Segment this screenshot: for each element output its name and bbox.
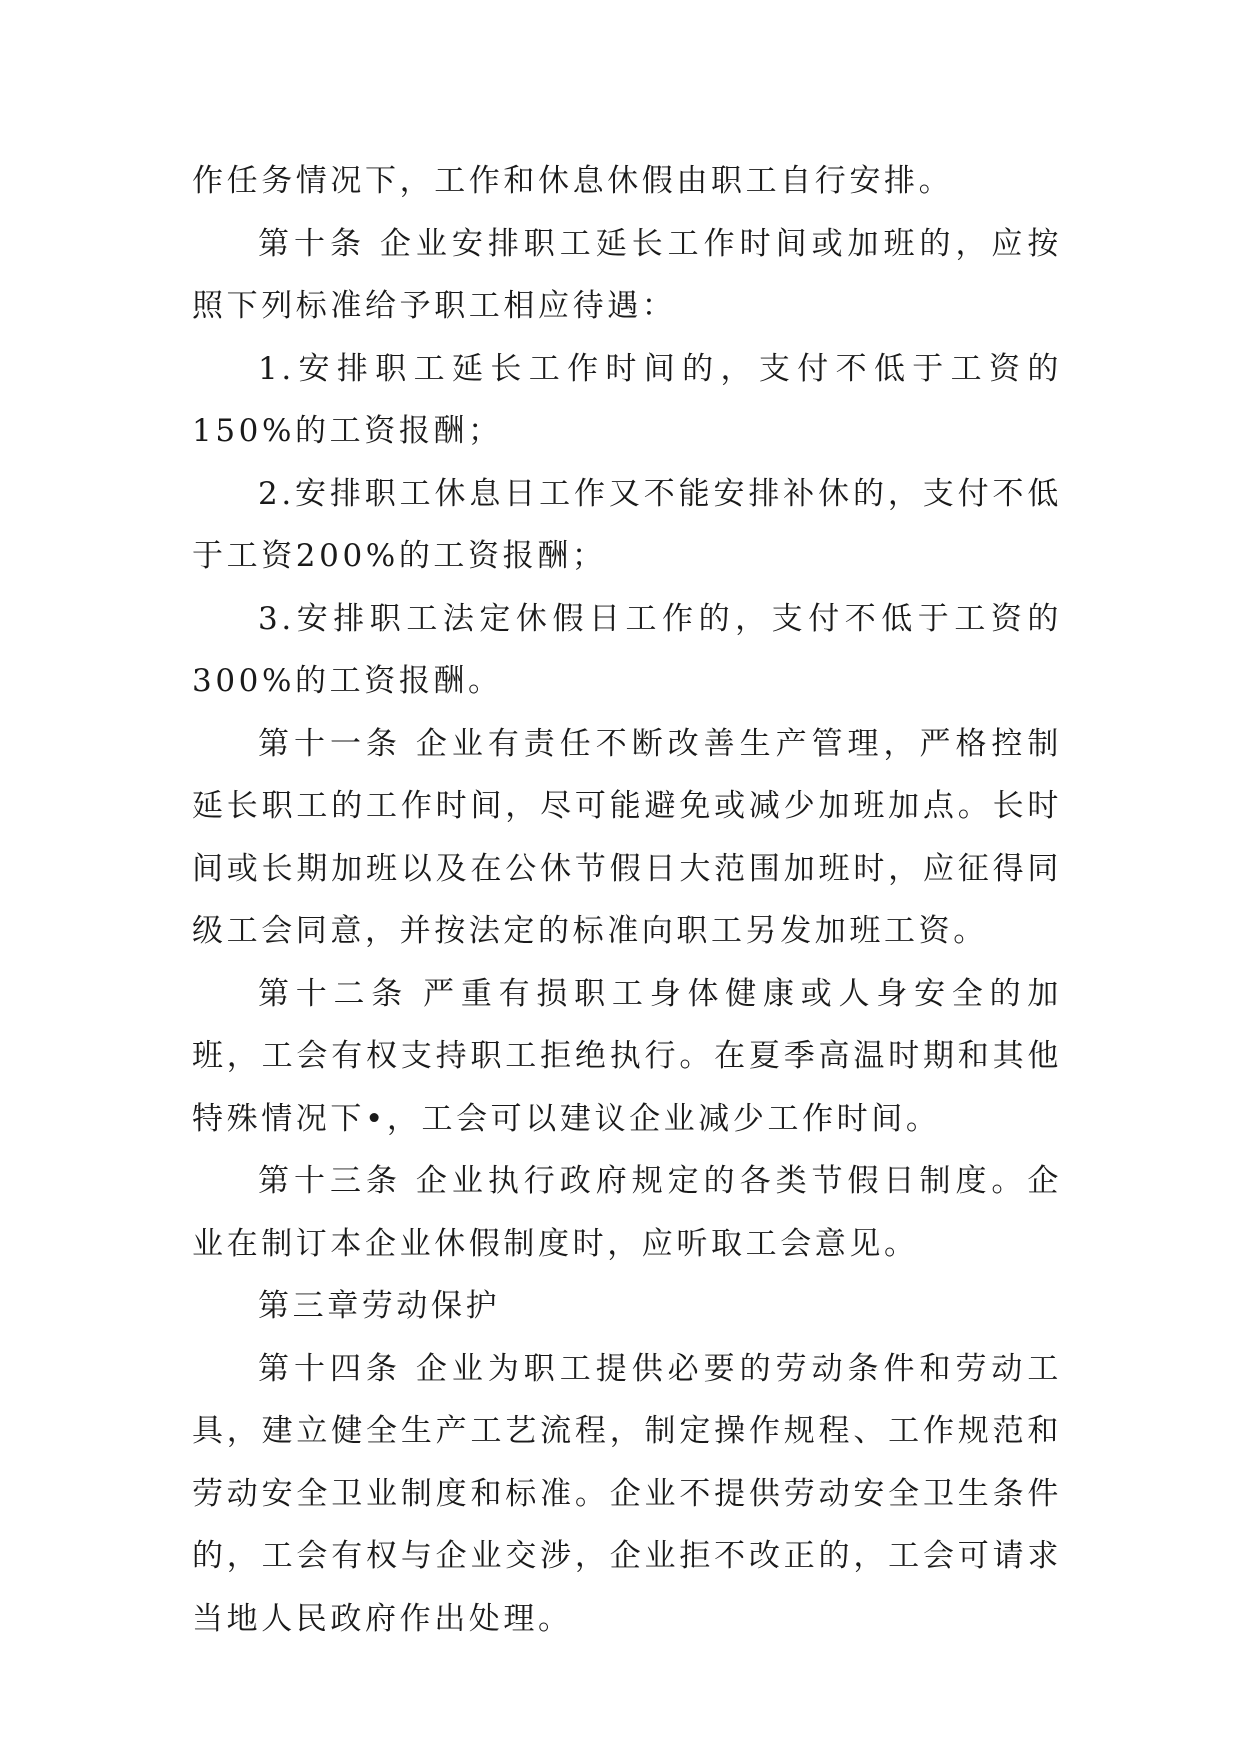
article-label: 第十四条 bbox=[258, 1350, 402, 1387]
paragraph-text: 企业安排职工延长工作时间或加班的，应按照下列标准给予职工相应待遇： bbox=[192, 225, 1062, 324]
paragraph-text: 企业执行政府规定的各类节假日制度。企业在制订本企业休假制度时，应听取工会意见。 bbox=[192, 1163, 1062, 1262]
paragraph-continuation bbox=[192, 150, 1062, 213]
chapter-title: 第三章劳动保护 bbox=[258, 1288, 501, 1324]
article-label: 第十二条 bbox=[258, 975, 410, 1012]
list-item-1 bbox=[192, 338, 1062, 463]
chapter-heading bbox=[192, 1275, 1062, 1338]
list-item-2 bbox=[192, 463, 1062, 588]
list-item-3 bbox=[192, 588, 1062, 713]
article-label: 第十条 bbox=[258, 225, 366, 262]
document-body bbox=[192, 150, 1062, 1650]
article-13 bbox=[192, 1150, 1062, 1275]
paragraph-text: 3.安排职工法定休假日工作的，支付不低于工资的300%的工资报酬。 bbox=[192, 600, 1062, 699]
article-label: 第十一条 bbox=[258, 725, 402, 762]
article-10 bbox=[192, 213, 1062, 338]
paragraph-text: 作任务情况下，工作和休息休假由职工自行安排。 bbox=[192, 163, 954, 199]
article-11 bbox=[192, 713, 1062, 963]
paragraph-text: 2.安排职工休息日工作又不能安排补休的，支付不低于工资200%的工资报酬； bbox=[192, 475, 1062, 574]
article-label: 第十三条 bbox=[258, 1163, 402, 1199]
paragraph-text: 企业有责任不断改善生产管理，严格控制延长职工的工作时间，尽可能避免或减少加班加点。长时间或长期加班以及在公休节假日大范围加班时，应征得同级工会同意，并按法定的标准向职工另发加班工资。 bbox=[192, 725, 1062, 949]
paragraph-text: 企业为职工提供必要的劳动条件和劳动工具，建立健全生产工艺流程，制定操作规程、工作规范和劳动安全卫业制度和标准。企业不提供劳动安全卫生条件的，工会有权与企业交涉，企业拒不改正的，工会可请求当地人民政府作出处理。 bbox=[192, 1350, 1062, 1637]
paragraph-text: 1.安排职工延长工作时间的，支付不低于工资的150%的工资报酬； bbox=[192, 350, 1062, 449]
paragraph-text: 严重有损职工身体健康或人身安全的加班，工会有权支持职工拒绝执行。在夏季高温时期和其他特殊情况下•，工会可以建议企业减少工作时间。 bbox=[192, 975, 1062, 1137]
article-12 bbox=[192, 963, 1062, 1151]
article-14 bbox=[192, 1338, 1062, 1651]
